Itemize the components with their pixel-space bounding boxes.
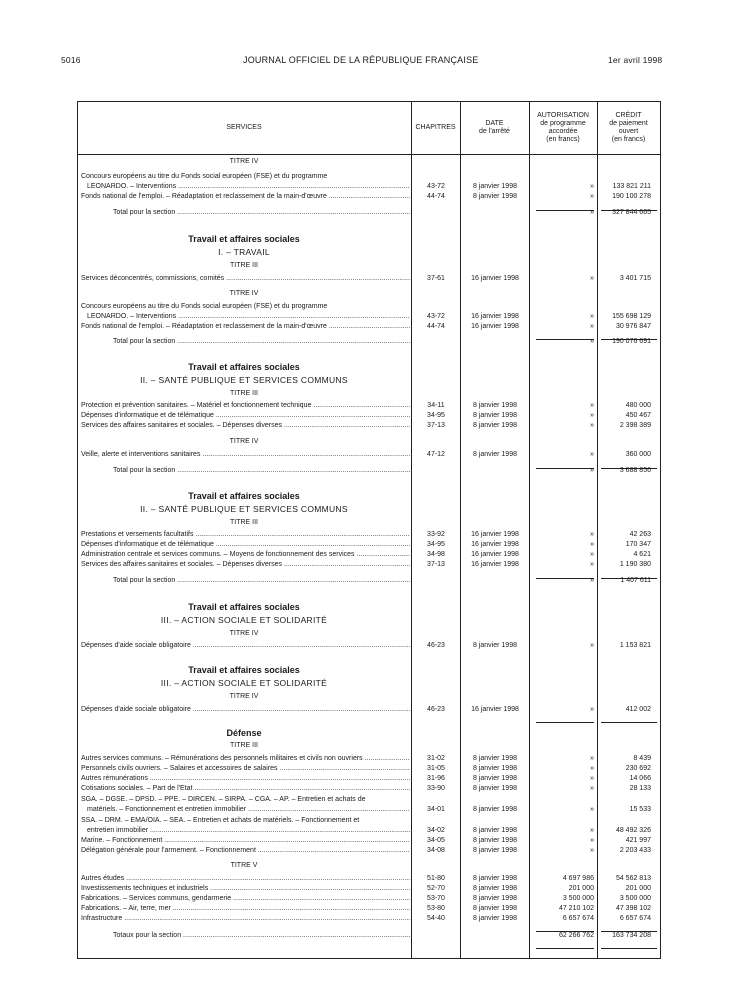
service-label: Autres études ..... (81, 874, 410, 884)
payment-credit: 190 076 691 (612, 338, 651, 345)
programme-authorisation: » (590, 847, 594, 854)
payment-credit: 1 190 380 (619, 561, 651, 568)
ministry-heading: Travail et affaires sociales (188, 234, 300, 244)
service-label: Veille, alerte et interventions sanitaires ..... (81, 450, 410, 460)
ministry-heading: Travail et affaires sociales (188, 665, 300, 675)
programme-authorisation: » (590, 412, 594, 419)
decree-date: 8 janvier 1998 (473, 875, 517, 882)
table-row (77, 550, 661, 560)
ministry-heading: Travail et affaires sociales (188, 602, 300, 612)
service-label: Délégation générale pour l'armement. – Fonctionnement ..... (81, 846, 410, 856)
payment-credit: 170 347 (625, 541, 651, 548)
service-label: entretien immobilier ..... (87, 826, 410, 836)
decree-date: 8 janvier 1998 (473, 755, 517, 762)
programme-authorisation: » (590, 765, 594, 772)
payment-credit: 480 000 (625, 402, 651, 409)
total-rule-credit (601, 948, 657, 949)
table-row (77, 274, 661, 284)
chapter-code: 34-95 (427, 541, 445, 548)
programme-authorisation: 3 500 000 (562, 895, 594, 902)
decree-date: 8 janvier 1998 (473, 412, 517, 419)
decree-date: 8 janvier 1998 (473, 827, 517, 834)
table-row (77, 784, 661, 794)
decree-date: 16 janvier 1998 (471, 706, 519, 713)
decree-date: 16 janvier 1998 (471, 275, 519, 282)
section-heading: III. – ACTION SOCIALE ET SOLIDARITÉ (160, 615, 328, 625)
table-row (77, 641, 661, 651)
titre-heading: TITRE IV (229, 438, 259, 445)
service-label: Dépenses d'aide sociale obligatoire ..... (81, 641, 410, 651)
chapter-code: 43-72 (427, 313, 445, 320)
payment-credit: 327 844 665 (612, 209, 651, 216)
programme-authorisation: » (590, 183, 594, 190)
programme-authorisation: » (590, 837, 594, 844)
column-header-credit: CRÉDIT de paiement ouvert (en francs) (609, 111, 648, 143)
payment-credit: 412 002 (625, 706, 651, 713)
total-label: Total pour la section ..... (113, 337, 410, 347)
total-rule-autorisation (536, 948, 594, 949)
titre-heading: TITRE IV (229, 630, 259, 637)
table-row (77, 540, 661, 550)
titre-heading: TITRE V (230, 862, 258, 869)
service-label: Protection et prévention sanitaires. – Matériel et fonctionnement technique ..... (81, 401, 410, 411)
table-row (77, 754, 661, 764)
table-row (77, 764, 661, 774)
service-label: SSA. – DRM. – EMA/OIA. – SEA. – Entretien et achats de matériels. – Fonctionnement et (81, 817, 360, 824)
table-row (77, 805, 661, 815)
service-label: Autres services communs. – Rémunérations des personnels militaires et civils non ouvriers ..... (81, 754, 410, 764)
chapter-code: 34-98 (427, 551, 445, 558)
payment-credit: 47 398 102 (615, 905, 651, 912)
service-label: Fonds national de l'emploi. – Réadaptation et reclassement de la main-d'œuvre ..... (81, 192, 410, 202)
service-label: LEONARDO. – Interventions ..... (87, 312, 410, 322)
programme-authorisation: » (590, 785, 594, 792)
ministry-heading: Défense (226, 728, 262, 738)
payment-credit: 450 467 (625, 412, 651, 419)
programme-authorisation: » (590, 467, 594, 474)
payment-credit: 14 066 (629, 775, 651, 782)
payment-credit: 30 976 847 (615, 323, 651, 330)
payment-credit: 3 688 856 (619, 467, 651, 474)
total-label: Total pour la section ..... (113, 576, 410, 586)
chapter-code: 34-01 (427, 806, 445, 813)
table-row (77, 836, 661, 846)
appropriations-table (77, 101, 661, 959)
payment-credit: 230 692 (625, 765, 651, 772)
decree-date: 16 janvier 1998 (471, 551, 519, 558)
programme-authorisation: 201 000 (568, 885, 594, 892)
payment-credit: 163 734 208 (612, 932, 651, 939)
decree-date: 8 janvier 1998 (473, 915, 517, 922)
payment-credit: 201 000 (625, 885, 651, 892)
total-rule-credit (601, 722, 657, 723)
service-label: Fonds national de l'emploi. – Réadaptation et reclassement de la main-d'œuvre ..... (81, 322, 410, 332)
decree-date: 8 janvier 1998 (473, 451, 517, 458)
chapter-code: 31-05 (427, 765, 445, 772)
programme-authorisation: » (590, 561, 594, 568)
table-row (77, 172, 661, 182)
payment-credit: 421 997 (625, 837, 651, 844)
payment-credit: 133 821 211 (612, 183, 651, 190)
table-row (77, 322, 661, 332)
payment-credit: 155 698 129 (612, 313, 651, 320)
service-label: Investissements techniques et industriels ..... (81, 884, 410, 894)
service-label: Marine. – Fonctionnement ..... (81, 836, 410, 846)
payment-credit: 1 407 611 (620, 577, 651, 584)
chapter-code: 53-80 (427, 905, 445, 912)
total-rule-autorisation (536, 722, 594, 723)
decree-date: 8 janvier 1998 (473, 905, 517, 912)
page-number: 5016 (61, 55, 81, 65)
service-label: matériels. – Fonctionnement et entretien immobilier ..... (87, 805, 410, 815)
table-row (77, 826, 661, 836)
column-header-services: SERVICES (226, 123, 262, 131)
service-label: Cotisations sociales. – Part de l'Etat ..... (81, 784, 410, 794)
chapter-code: 46-23 (427, 642, 445, 649)
table-row (77, 192, 661, 202)
chapter-code: 34-11 (427, 402, 445, 409)
ministry-heading: Travail et affaires sociales (188, 491, 300, 501)
service-label: Autres rémunérations ..... (81, 774, 410, 784)
table-row (77, 421, 661, 431)
service-label: Administration centrale et services communs. – Moyens de fonctionnement des services ..... (81, 550, 410, 560)
decree-date: 8 janvier 1998 (473, 806, 517, 813)
payment-credit: 42 263 (629, 531, 651, 538)
chapter-code: 31-96 (427, 775, 445, 782)
service-label: Personnels civils ouvriers. – Salaires et accessoires de salaires ..... (81, 764, 410, 774)
programme-authorisation: » (590, 541, 594, 548)
table-row (77, 401, 661, 411)
total-label: Total pour la section ..... (113, 208, 410, 218)
programme-authorisation: » (590, 402, 594, 409)
table-row (77, 874, 661, 884)
service-label: Dépenses d'aide sociale obligatoire ..... (81, 705, 410, 715)
service-label: Services des affaires sanitaires et sociales. – Dépenses diverses ..... (81, 421, 410, 431)
payment-credit: 15 533 (629, 806, 651, 813)
table-row (77, 884, 661, 894)
chapter-code: 34-05 (427, 837, 445, 844)
total-label: Total pour la section ..... (113, 466, 410, 476)
chapter-code: 33-92 (427, 531, 445, 538)
programme-authorisation: 6 657 674 (562, 915, 594, 922)
programme-authorisation: » (590, 323, 594, 330)
chapter-code: 54-40 (427, 915, 445, 922)
payment-credit: 48 492 326 (615, 827, 651, 834)
chapter-code: 53-70 (427, 895, 445, 902)
decree-date: 16 janvier 1998 (471, 323, 519, 330)
programme-authorisation: » (590, 806, 594, 813)
total-row (77, 466, 661, 476)
titre-heading: TITRE IV (229, 693, 259, 700)
table-row (77, 182, 661, 192)
table-row (77, 914, 661, 924)
section-heading: II. – SANTÉ PUBLIQUE ET SERVICES COMMUNS (140, 375, 348, 385)
payment-credit: 190 100 278 (612, 193, 651, 200)
service-label: Fabrications. – Services communs, gendarmerie ..... (81, 894, 410, 904)
payment-credit: 3 401 715 (619, 275, 651, 282)
decree-date: 8 janvier 1998 (473, 642, 517, 649)
decree-date: 8 janvier 1998 (473, 895, 517, 902)
service-label: Concours européens au titre du Fonds social européen (FSE) et du programme (81, 173, 328, 180)
payment-credit: 54 562 813 (615, 875, 651, 882)
table-row (77, 450, 661, 460)
titre-heading: TITRE III (230, 390, 258, 397)
section-heading: I. – TRAVAIL (218, 247, 270, 257)
table-row (77, 302, 661, 312)
decree-date: 16 janvier 1998 (471, 531, 519, 538)
journal-title: JOURNAL OFFICIEL DE LA RÉPUBLIQUE FRANÇAISE (243, 55, 479, 65)
chapter-code: 33-90 (427, 785, 445, 792)
programme-authorisation: » (590, 551, 594, 558)
total-row (77, 208, 661, 218)
programme-authorisation: » (590, 775, 594, 782)
chapter-code: 37-13 (427, 422, 445, 429)
table-row (77, 774, 661, 784)
decree-date: 8 janvier 1998 (473, 775, 517, 782)
payment-credit: 2 398 389 (619, 422, 651, 429)
payment-credit: 28 133 (629, 785, 651, 792)
chapter-code: 52-70 (427, 885, 445, 892)
payment-credit: 2 203 433 (619, 847, 651, 854)
payment-credit: 8 439 (633, 755, 651, 762)
table-row (77, 530, 661, 540)
payment-credit: 6 657 674 (619, 915, 651, 922)
programme-authorisation: » (590, 755, 594, 762)
decree-date: 8 janvier 1998 (473, 885, 517, 892)
decree-date: 8 janvier 1998 (473, 785, 517, 792)
programme-authorisation: 47 210 102 (558, 905, 594, 912)
column-header-autorisation: AUTORISATION de programme accordée (en francs) (537, 111, 589, 143)
decree-date: 8 janvier 1998 (473, 402, 517, 409)
programme-authorisation: » (590, 275, 594, 282)
decree-date: 8 janvier 1998 (473, 847, 517, 854)
chapter-code: 44-74 (427, 193, 445, 200)
programme-authorisation: » (590, 827, 594, 834)
chapter-code: 46-23 (427, 706, 445, 713)
titre-heading: TITRE III (230, 742, 258, 749)
table-row (77, 312, 661, 322)
decree-date: 8 janvier 1998 (473, 183, 517, 190)
table-row (77, 904, 661, 914)
chapter-code: 37-61 (427, 275, 445, 282)
decree-date: 16 janvier 1998 (471, 541, 519, 548)
service-label: LEONARDO. – Interventions ..... (87, 182, 410, 192)
decree-date: 8 janvier 1998 (473, 193, 517, 200)
total-row (77, 337, 661, 347)
service-label: Services déconcentrés, commissions, comités ..... (81, 274, 410, 284)
chapter-code: 34-02 (427, 827, 445, 834)
table-row (77, 705, 661, 715)
total-row (77, 576, 661, 586)
programme-authorisation: » (590, 313, 594, 320)
programme-authorisation: » (590, 338, 594, 345)
column-header-date: DATE de l'arrêté (479, 119, 510, 135)
programme-authorisation: » (590, 422, 594, 429)
chapter-code: 43-72 (427, 183, 445, 190)
table-row (77, 795, 661, 805)
service-label: Fabrications. – Air, terre, mer ..... (81, 904, 410, 914)
payment-credit: 1 153 821 (619, 642, 651, 649)
service-label: Dépenses d'informatique et de télématique ..... (81, 540, 410, 550)
programme-authorisation: » (590, 531, 594, 538)
decree-date: 16 janvier 1998 (471, 561, 519, 568)
service-label: Infrastructure ..... (81, 914, 410, 924)
service-label: Concours européens au titre du Fonds social européen (FSE) et du programme (81, 303, 328, 310)
chapter-code: 31-02 (427, 755, 445, 762)
table-row (77, 411, 661, 421)
table-row (77, 846, 661, 856)
programme-authorisation: » (590, 193, 594, 200)
chapter-code: 47-12 (427, 451, 445, 458)
total-row (77, 931, 661, 941)
service-label: SGA. – DGSE. – DPSD. – PPE. – DIRCEN. – SIRPA. – CGA. – AP. – Entretien et achats de (81, 796, 366, 803)
chapter-code: 37-13 (427, 561, 445, 568)
service-label: Dépenses d'informatique et de télématique ..... (81, 411, 410, 421)
ministry-heading: Travail et affaires sociales (188, 362, 300, 372)
section-heading: II. – SANTÉ PUBLIQUE ET SERVICES COMMUNS (140, 504, 348, 514)
programme-authorisation: » (590, 577, 594, 584)
programme-authorisation: » (590, 706, 594, 713)
programme-authorisation: » (590, 642, 594, 649)
section-heading: III. – ACTION SOCIALE ET SOLIDARITÉ (160, 678, 328, 688)
total-label: Totaux pour la section ..... (113, 931, 410, 941)
service-label: Services des affaires sanitaires et sociales. – Dépenses diverses ..... (81, 560, 410, 570)
programme-authorisation: » (590, 209, 594, 216)
column-header-chapitres: CHAPITRES (415, 123, 456, 131)
issue-date: 1er avril 1998 (608, 55, 663, 65)
titre-heading: TITRE IV (229, 158, 259, 165)
titre-heading: TITRE III (230, 262, 258, 269)
payment-credit: 3 500 000 (619, 895, 651, 902)
decree-date: 8 janvier 1998 (473, 765, 517, 772)
decree-date: 8 janvier 1998 (473, 837, 517, 844)
chapter-code: 34-08 (427, 847, 445, 854)
programme-authorisation: 62 266 762 (558, 932, 594, 939)
programme-authorisation: » (590, 451, 594, 458)
chapter-code: 44-74 (427, 323, 445, 330)
decree-date: 8 janvier 1998 (473, 422, 517, 429)
table-row (77, 560, 661, 570)
decree-date: 16 janvier 1998 (471, 313, 519, 320)
titre-heading: TITRE III (230, 519, 258, 526)
service-label: Prestations et versements facultatifs ..... (81, 530, 410, 540)
payment-credit: 360 000 (625, 451, 651, 458)
table-row (77, 894, 661, 904)
chapter-code: 34-95 (427, 412, 445, 419)
chapter-code: 51-80 (427, 875, 445, 882)
table-row (77, 816, 661, 826)
payment-credit: 4 621 (633, 551, 651, 558)
titre-heading: TITRE IV (229, 290, 259, 297)
programme-authorisation: 4 697 986 (562, 875, 594, 882)
